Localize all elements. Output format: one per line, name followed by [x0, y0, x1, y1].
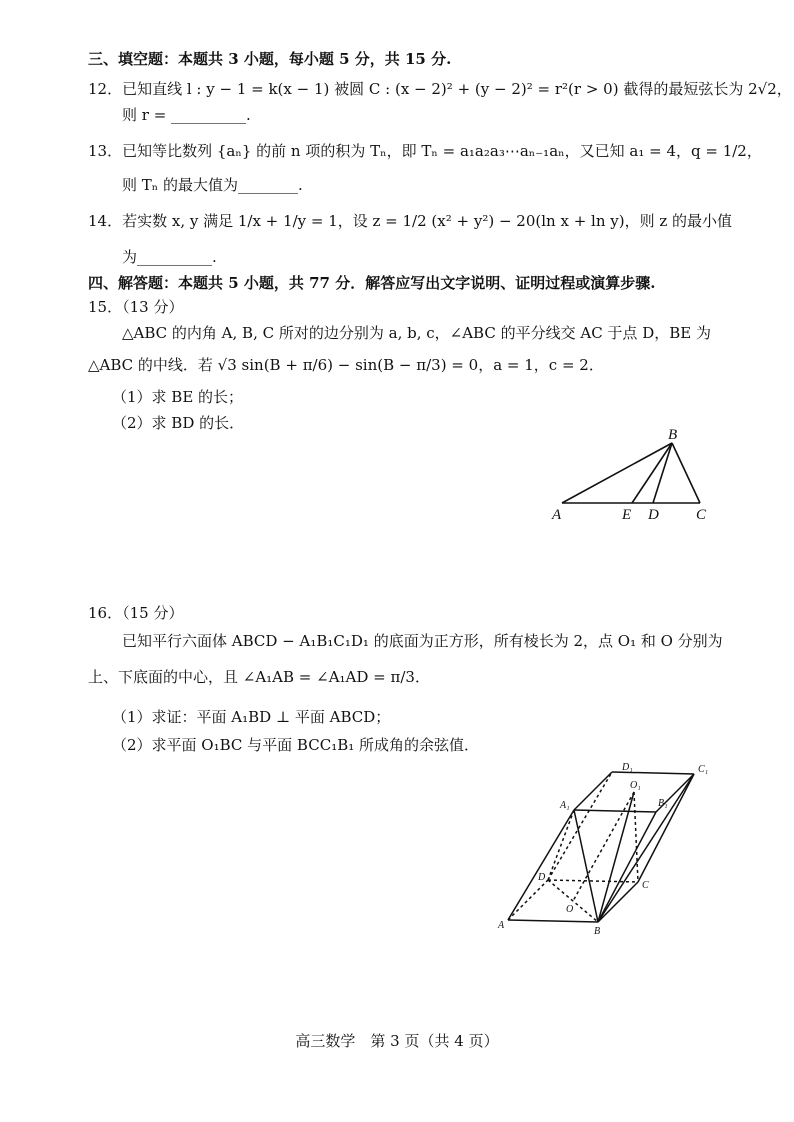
- median-be: [632, 443, 672, 503]
- label-c: C: [696, 507, 707, 523]
- q14-line1: 14．若实数 x, y 满足 1/x + 1/y = 1，设 z = 1/2 (x² + y²) − 20(ln x + ln y)，则 z 的最小值: [88, 212, 733, 230]
- label-b: B: [594, 926, 601, 937]
- q12-line2: 则 r = __________.: [122, 106, 251, 124]
- label-a1: A₁: [560, 800, 570, 811]
- label-c1: C₁: [698, 764, 709, 775]
- triangle-figure: [540, 425, 730, 525]
- q12-line1: 12．已知直线 l : y − 1 = k(x − 1) 被圆 C : (x − 2)² + (y − 2)² = r²(r > 0) 截得的最短弦长为 2√2，: [88, 80, 792, 98]
- q16-part1: （1）求证：平面 A₁BD ⊥ 平面 ABCD；: [112, 708, 391, 726]
- section3-heading: 三、填空题：本题共 3 小题，每小题 5 分，共 15 分.: [88, 50, 452, 68]
- side-bc: [672, 443, 700, 503]
- label-b: B: [668, 427, 678, 443]
- q15-line1: △ABC 的内角 A, B, C 所对的边分别为 a, b, c，∠ABC 的平分线交 AC 于点 D，BE 为: [122, 324, 711, 342]
- label-o: O: [566, 904, 574, 915]
- q16-part2: （2）求平面 O₁BC 与平面 BCC₁B₁ 所成角的余弦值．: [112, 736, 480, 754]
- label-a: A: [552, 507, 562, 523]
- q16-line1: 已知平行六面体 ABCD − A₁B₁C₁D₁ 的底面为正方形，所有棱长为 2，点 O₁ 和 O 分别为: [122, 632, 723, 650]
- parallelepiped-figure: [488, 760, 718, 940]
- q16-line2: 上、下底面的中心，且 ∠A₁AB = ∠A₁AD = π/3．: [88, 668, 430, 686]
- q15-line2: △ABC 的中线．若 √3 sin(B + π/6) − sin(B − π/3) = 0，a = 1，c = 2．: [88, 356, 604, 374]
- q13-line1: 13．已知等比数列 {aₙ} 的前 n 项的积为 Tₙ，即 Tₙ = a₁a₂a₃⋯aₙ₋₁aₙ，又已知 a₁ = 4，q = 1/2，: [88, 142, 762, 160]
- q15-part2: （2）求 BD 的长．: [112, 414, 245, 432]
- q14-line2: 为__________.: [122, 248, 217, 266]
- label-c: C: [642, 880, 649, 891]
- q15-header: 15．（13 分）: [88, 298, 184, 316]
- label-a: A: [498, 920, 505, 931]
- label-o1: O₁: [630, 780, 641, 791]
- q15-part1: （1）求 BE 的长；: [112, 388, 244, 406]
- page-footer: 高三数学 第 3 页（共 4 页）: [295, 1032, 499, 1050]
- label-d1: D₁: [622, 762, 633, 773]
- q16-header: 16．（15 分）: [88, 604, 184, 622]
- label-b1: B₁: [658, 798, 668, 809]
- q13-line2: 则 Tₙ 的最大值为________.: [122, 176, 303, 194]
- label-d: D: [538, 872, 546, 883]
- label-d: D: [648, 507, 659, 523]
- section4-heading: 四、解答题：本题共 5 小题，共 77 分．解答应写出文字说明、证明过程或演算步骤.: [88, 274, 656, 292]
- label-e: E: [622, 507, 632, 523]
